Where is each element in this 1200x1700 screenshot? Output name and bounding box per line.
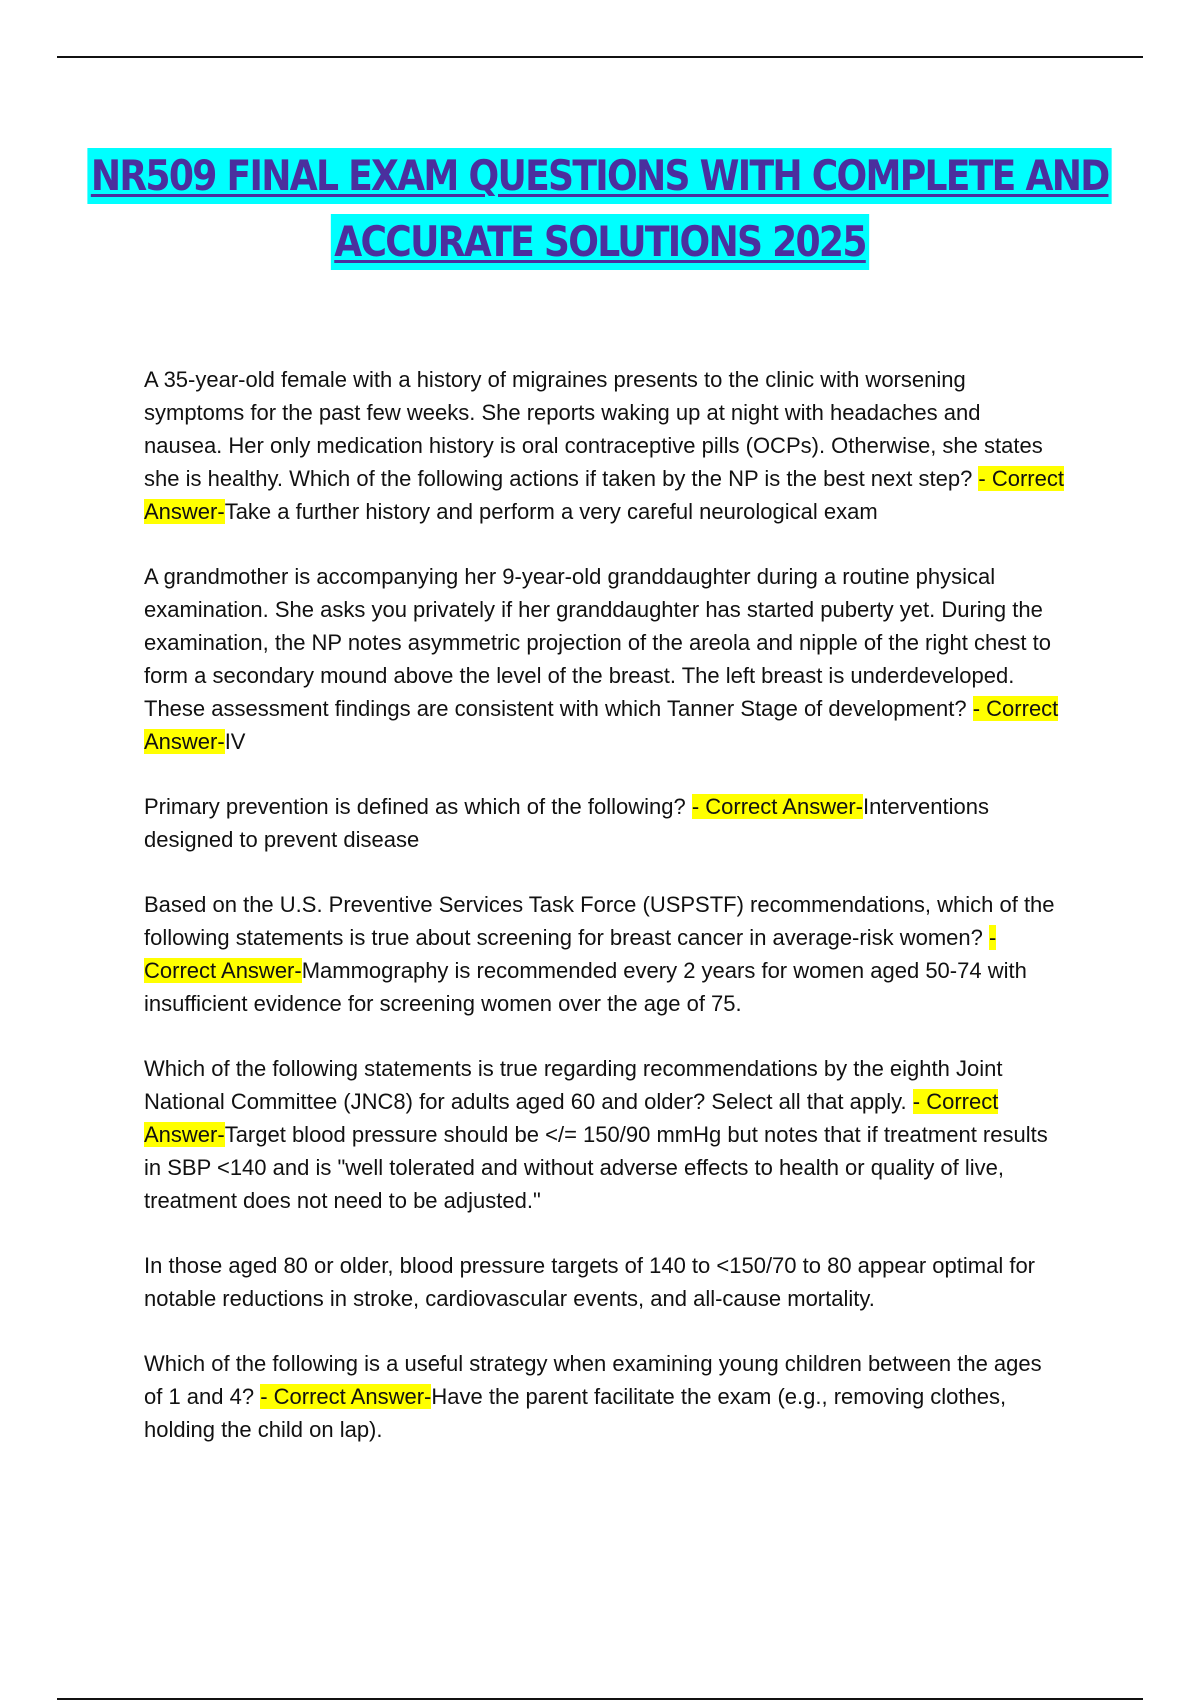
document-title [0,148,1200,270]
question-text: Primary prevention is defined as which of the following? [144,794,692,819]
paragraph-text: In those aged 80 or older, blood pressure targets of 140 to <150/70 to 80 appear optimal for notable reductions in stroke, cardiovascular events, and all-cause mortality. [144,1253,1035,1311]
question-text: Which of the following is a useful strategy when examining young children between the ages of 1 and 4? [144,1351,1042,1409]
correct-answer-marker: - Correct Answer- [691,794,863,819]
correct-answer-marker: - Correct Answer- [144,1089,999,1147]
qa-item-5 [144,1052,1064,1217]
correct-answer-marker: - Correct Answer- [144,925,997,983]
answer-text: IV [224,729,246,754]
qa-list [144,363,1064,1478]
title-line-2: ACCURATE SOLUTIONS 2025 [331,214,869,270]
correct-answer-marker: - Correct Answer- [144,466,1064,524]
qa-item-1 [144,363,1064,528]
correct-answer-marker: - Correct Answer- [144,696,1059,754]
qa-item-2 [144,560,1064,758]
question-text: Based on the U.S. Preventive Services Task Force (USPSTF) recommendations, which of the following statements is true about screening for breast cancer in average-risk women? [144,892,1055,950]
answer-text: Interventions designed to prevent disease [144,794,989,852]
top-rule [57,56,1143,58]
answer-text: Mammography is recommended every 2 years for women aged 50-74 with insufficient evidence for screening women over the age of 75. [144,958,1027,1016]
answer-text: Target blood pressure should be </= 150/90 mmHg but notes that if treatment results in SBP <140 and is "well tolerated and without adverse effects to health or quality of live, treatment does not need to be adjusted." [144,1122,1048,1213]
qa-item-6 [144,1347,1064,1446]
correct-answer-marker: - Correct Answer- [260,1384,432,1409]
qa-item-4 [144,888,1064,1020]
question-text: A grandmother is accompanying her 9-year-old granddaughter during a routine physical examination. She asks you privately if her granddaughter has started puberty yet. During the examination, the NP notes asymmetric projection of the areola and nipple of the right chest to form a secondary mound above the level of the breast. The left breast is underdeveloped. These assessment findings are consistent with which Tanner Stage of development? [144,564,1051,721]
answer-text: Have the parent facilitate the exam (e.g., removing clothes, holding the child on lap). [144,1384,1007,1442]
qa-item-3 [144,790,1064,856]
question-text: A 35-year-old female with a history of migraines presents to the clinic with worsening symptoms for the past few weeks. She reports waking up at night with headaches and nausea. Her only medication history is oral contraceptive pills (OCPs). Otherwise, she states she is healthy. Which of the following actions if taken by the NP is the best next step? [144,367,1043,491]
answer-text: Take a further history and perform a very careful neurological exam [224,499,878,524]
paragraph-item [144,1249,1064,1315]
title-line-1: NR509 FINAL EXAM QUESTIONS WITH COMPLETE AND [88,148,1113,204]
question-text: Which of the following statements is true regarding recommendations by the eighth Joint National Committee (JNC8) for adults aged 60 and older? Select all that apply. [144,1056,1003,1114]
